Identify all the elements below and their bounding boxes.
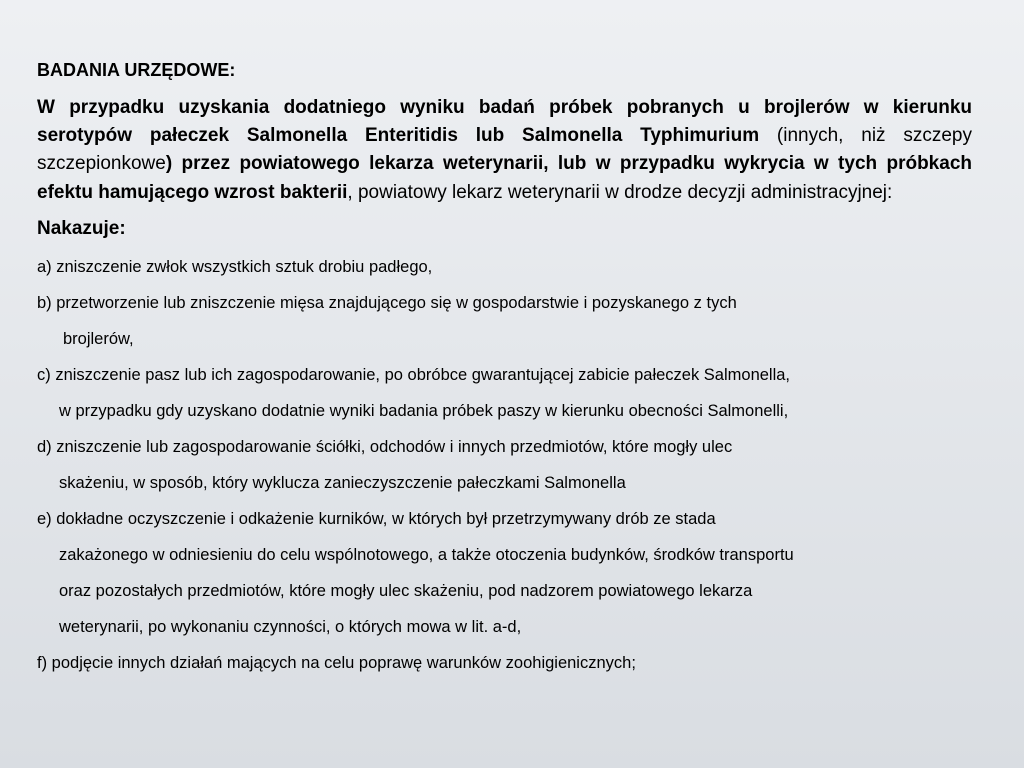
- list-item-e-continued-3: weterynarii, po wykonaniu czynności, o których mowa w lit. a-d,: [59, 617, 522, 636]
- intro-normal-1: (innych, niż szczepy szczepionkowe: [37, 125, 972, 175]
- list-item-e-continued-2: oraz pozostałych przedmiotów, które mogły ulec skażeniu, pod nadzorem powiatowego lekarza: [59, 581, 753, 600]
- intro-normal-2: , powiatowy lekarz weterynarii w drodze decyzji administracyjnej:: [347, 181, 893, 203]
- list-item-f: f) podjęcie innych działań mających na celu poprawę warunków zoohigienicznych;: [37, 653, 636, 672]
- list-item-b-continued: brojlerów,: [63, 329, 134, 348]
- list-item-e-continued-1: zakażonego w odniesieniu do celu wspólnotowego, a także otoczenia budynków, środków transportu: [59, 545, 794, 564]
- intro-bold-1: W przypadku uzyskania dodatniego wyniku badań próbek pobranych u brojlerów w kierunku serotypów pałeczek Salmonella Enteritidis lub Salmonella Typhimurium: [37, 97, 972, 147]
- list-item-a: a) zniszczenie zwłok wszystkich sztuk drobiu padłego,: [37, 257, 433, 276]
- list-item-d-continued: skażeniu, w sposób, który wyklucza zanieczyszczenie pałeczkami Salmonella: [59, 473, 626, 492]
- list-item-c: c) zniszczenie pasz lub ich zagospodarowanie, po obróbce gwarantującej zabicie pałeczek Salmonella,: [37, 365, 791, 384]
- intro-bold-2: ) przez powiatowego lekarza weterynarii, lub w przypadku wykrycia w tych próbkach efektu hamującego wzrost bakterii: [37, 153, 972, 203]
- order-list: [37, 249, 972, 681]
- section-heading-nakazuje: Nakazuje:: [37, 217, 126, 239]
- list-item-d: d) zniszczenie lub zagospodarowanie ściółki, odchodów i innych przedmiotów, które mogły ulec: [37, 437, 733, 456]
- list-item-b: b) przetworzenie lub zniszczenie mięsa znajdującego się w gospodarstwie i pozyskanego z tych: [37, 293, 737, 312]
- slide-content: [37, 58, 972, 681]
- list-item-e: e) dokładne oczyszczenie i odkażenie kurników, w których był przetrzymywany drób ze stada: [37, 509, 716, 528]
- intro-paragraph: [37, 94, 972, 207]
- list-item-c-continued: w przypadku gdy uzyskano dodatnie wyniki badania próbek paszy w kierunku obecności Salmonelli,: [59, 401, 789, 420]
- page-title: BADANIA URZĘDOWE:: [37, 60, 236, 80]
